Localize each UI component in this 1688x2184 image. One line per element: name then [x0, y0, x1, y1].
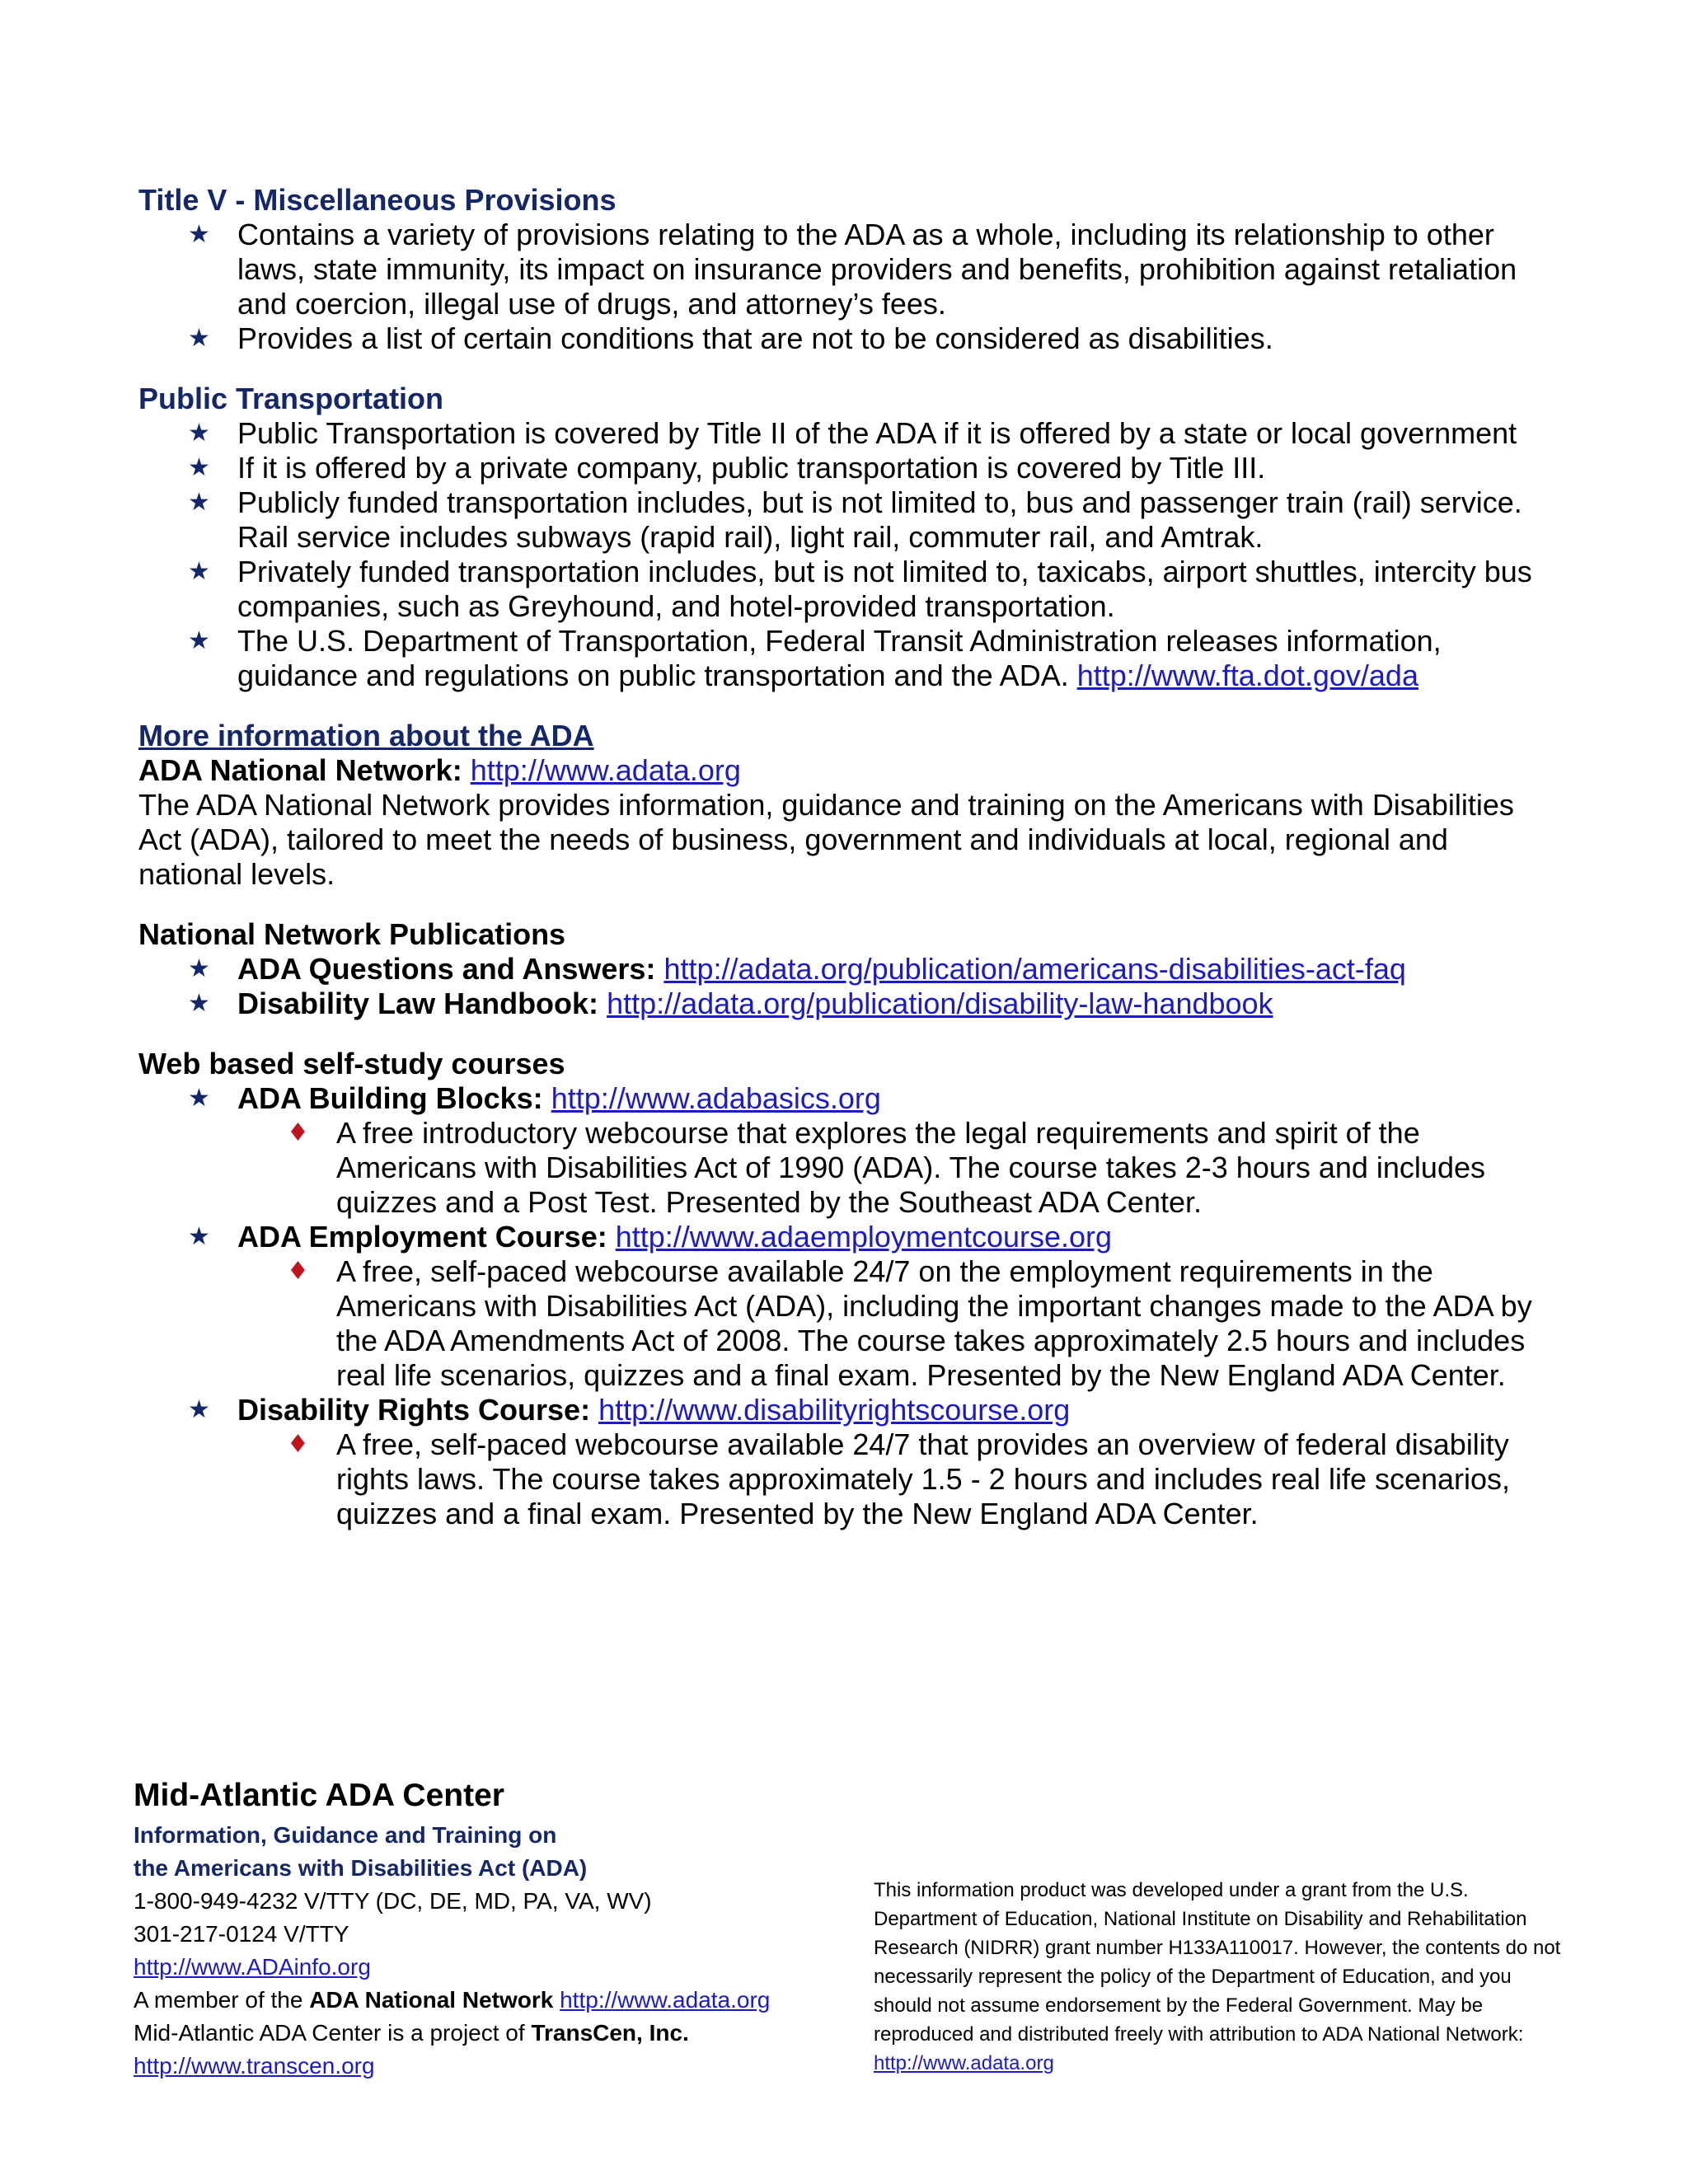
ada-network-description: The ADA National Network provides information, guidance and training on the Americans with Disabilities Act (ADA), tailored to meet the needs of business, government and individuals at local, regional and national levels.: [138, 788, 1514, 891]
publications-heading: National Network Publications: [138, 917, 566, 951]
list-item: [237, 987, 1556, 1021]
member-prefix: A member of the: [134, 1987, 303, 2013]
course-link[interactable]: http://www.adabasics.org: [551, 1081, 881, 1115]
course-detail-list: [237, 1427, 1556, 1531]
publication-label: ADA Questions and Answers:: [237, 952, 656, 986]
ada-network-link[interactable]: http://www.adata.org: [470, 753, 741, 787]
list-item: [237, 1220, 1556, 1393]
tagline-line-1: Information, Guidance and Training on: [134, 1822, 557, 1848]
publications-list: [138, 952, 1556, 1021]
course-description: ♦ A free, self-paced webcourse available 24/7 on the employment requirements in the Americans with Disabilities Act (ADA), including the important changes made to the ADA by the ADA Amendments Act of 2008. The course takes approximately 2.5 hours and includes real life scenarios, quizzes and a final exam. Presented by the New England ADA Center.: [336, 1254, 1556, 1393]
transcen-line: [134, 2050, 875, 2083]
fta-text: The U.S. Department of Transportation, Federal Transit Administration releases information, guidance and regulations on public transportation and the ADA.: [237, 624, 1442, 692]
tagline-line-2: the Americans with Disabilities Act (ADA): [134, 1855, 588, 1881]
course-description: ♦ A free introductory webcourse that explores the legal requirements and spirit of the Americans with Disabilities Act of 1990 (ADA). The course takes 2-3 hours and includes quizzes and a Post Test. Presented by the Southeast ADA Center.: [336, 1116, 1556, 1220]
list-item: [237, 952, 1556, 987]
course-label: ADA Building Blocks:: [237, 1081, 543, 1115]
document-body: [138, 183, 1556, 1531]
list-item: ★ If it is offered by a private company, public transportation is covered by Title III.: [237, 451, 1556, 485]
ada-network-label: ADA National Network:: [138, 753, 462, 787]
list-item: [237, 624, 1556, 693]
list-item: ★ Contains a variety of provisions relating to the ADA as a whole, including its relationship to other laws, state immunity, its impact on insurance providers and benefits, prohibition against retaliation and coercion, illegal use of drugs, and attorney’s fees.: [237, 218, 1556, 321]
disclaimer-link[interactable]: http://www.adata.org: [874, 2052, 1054, 2074]
course-detail-list: [237, 1116, 1556, 1220]
list-item: [237, 1081, 1556, 1220]
more-information-heading[interactable]: More information about the ADA: [138, 719, 594, 752]
public-transportation-list: [138, 416, 1556, 693]
transcen-link[interactable]: http://www.transcen.org: [134, 2053, 375, 2079]
project-org: TransCen, Inc.: [531, 2020, 689, 2046]
disclaimer-link-line: [874, 2049, 1566, 2078]
site-line: [134, 1951, 875, 1984]
disclaimer-text: This information product was developed under a grant from the U.S. Department of Education, National Institute on Disability and Rehabilitation Research (NIDRR) grant number H133A110017. However, the contents do not necessarily represent the policy of the Department of Education, and you should not assume endorsement by the Federal Government. May be reproduced and distributed freely with attribution to ADA National Network:: [874, 1879, 1561, 2046]
phone-tty-line: 1-800-949-4232 V/TTY (DC, DE, MD, PA, VA, WV): [134, 1888, 652, 1914]
list-item: ★ Publicly funded transportation includes, but is not limited to, bus and passenger train (rail) service. Rail service includes subways (rapid rail), light rail, commuter rail, and Amtrak.: [237, 485, 1556, 555]
course-label: ADA Employment Course:: [237, 1220, 607, 1254]
courses-heading: Web based self-study courses: [138, 1047, 565, 1080]
project-prefix: Mid-Atlantic ADA Center is a project of: [134, 2020, 525, 2046]
public-transportation-heading: Public Transportation: [138, 382, 444, 415]
footer-contact: [134, 1776, 875, 2083]
course-link[interactable]: http://www.disabilityrightscourse.org: [598, 1393, 1071, 1427]
list-item: ★ Public Transportation is covered by Title II of the ADA if it is offered by a state or local government: [237, 416, 1556, 451]
member-network: ADA National Network: [309, 1987, 554, 2013]
fta-link[interactable]: http://www.fta.dot.gov/ada: [1076, 658, 1418, 692]
title-v-list: [138, 218, 1556, 356]
member-link[interactable]: http://www.adata.org: [560, 1987, 771, 2013]
publication-label: Disability Law Handbook:: [237, 987, 599, 1020]
member-line: [134, 1984, 875, 2017]
ada-network-line: [138, 753, 1556, 788]
course-detail-list: [237, 1254, 1556, 1393]
course-label: Disability Rights Course:: [237, 1393, 591, 1427]
title-v-heading: Title V - Miscellaneous Provisions: [138, 183, 617, 217]
list-item: ★ Provides a list of certain conditions that are not to be considered as disabilities.: [237, 321, 1556, 356]
list-item: [237, 1393, 1556, 1531]
phone-local-line: 301-217-0124 V/TTY: [134, 1921, 349, 1947]
publication-link[interactable]: http://adata.org/publication/disability-law-handbook: [607, 987, 1273, 1020]
project-line: [134, 2017, 875, 2050]
list-item: ★ Privately funded transportation includes, but is not limited to, taxicabs, airport shuttles, intercity bus companies, such as Greyhound, and hotel-provided transportation.: [237, 555, 1556, 624]
center-name: Mid-Atlantic ADA Center: [134, 1778, 504, 1813]
adainfo-link[interactable]: http://www.ADAinfo.org: [134, 1954, 371, 1980]
footer-disclaimer: [874, 1876, 1566, 2078]
publication-link[interactable]: http://adata.org/publication/americans-disabilities-act-faq: [663, 952, 1406, 986]
course-description: ♦ A free, self-paced webcourse available 24/7 that provides an overview of federal disability rights laws. The course takes approximately 1.5 - 2 hours and includes real life scenarios, quizzes and a final exam. Presented by the New England ADA Center.: [336, 1427, 1556, 1531]
course-link[interactable]: http://www.adaemploymentcourse.org: [615, 1220, 1113, 1254]
courses-list: [138, 1081, 1556, 1531]
